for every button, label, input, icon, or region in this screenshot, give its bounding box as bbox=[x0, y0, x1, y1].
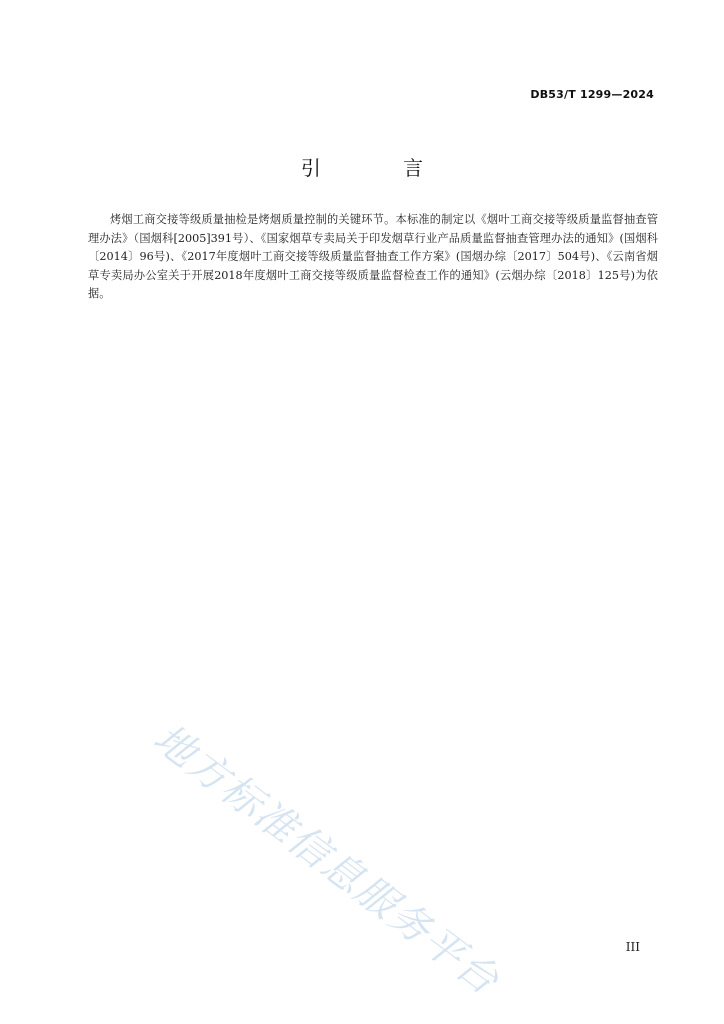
intro-paragraph: 烤烟工商交接等级质量抽检是烤烟质量控制的关键环节。本标准的制定以《烟叶工商交接等级质量监督抽查管理办法》（国烟科[2005]391号）、《国家烟草专卖局关于印发烟草行业产品质量监督抽查管理办法的通知》(国烟科〔2014〕96号)、《2017年度烟叶工商交接等级质量监督抽查工作方案》(国烟办综〔2017〕504号)、《云南省烟草专卖局办公室关于开展2018年度烟叶工商交接等级质量监督检查工作的通知》(云烟办综〔2018〕125号)为依据。 bbox=[88, 213, 658, 301]
standard-code: DB53/T 1299—2024 bbox=[530, 88, 654, 101]
page-number: III bbox=[625, 940, 640, 954]
section-title: 引 言 bbox=[300, 156, 462, 180]
watermark: 地方标准信息服务平台 bbox=[144, 715, 509, 1005]
